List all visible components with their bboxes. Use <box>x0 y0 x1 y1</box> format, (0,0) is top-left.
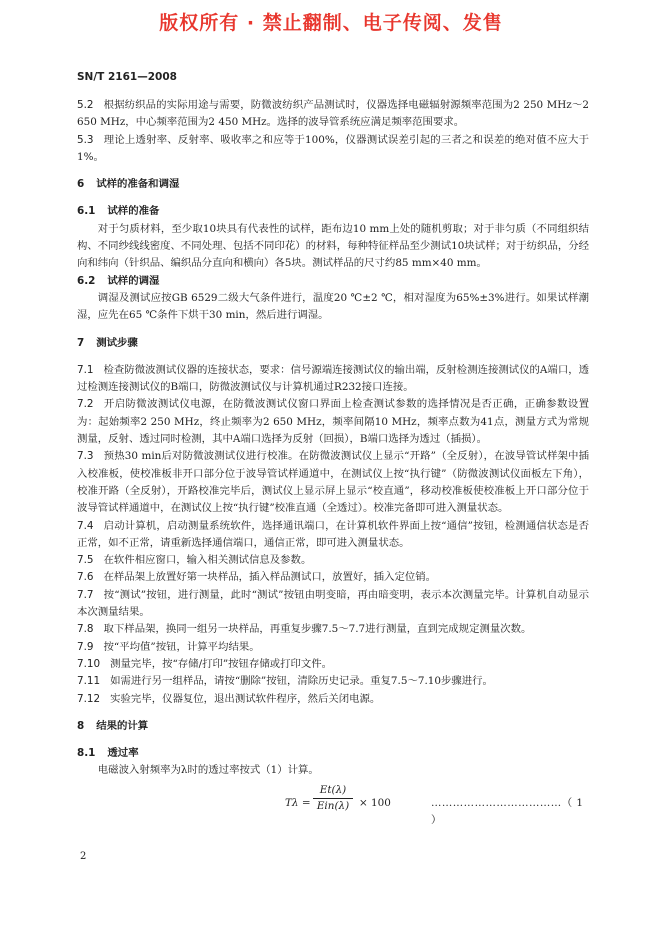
clause-number: 7.7 <box>77 588 94 601</box>
clause-text: 在样品架上放置好第一块样品，插入样品测试口，放置好，插入定位销。 <box>103 571 437 584</box>
clause-text: 取下样品架，换同一组另一块样品，再重复步骤7.5～7.7进行测量，直到完成规定测量次数。 <box>103 623 532 636</box>
clause-7-11 <box>77 673 589 690</box>
clause-text: 实验完毕，仪器复位，退出测试软件程序，然后关闭电源。 <box>110 692 381 705</box>
formula-fraction <box>313 783 353 814</box>
clause-7-2 <box>77 396 589 448</box>
clause-7-6 <box>77 569 589 586</box>
clause-text: 检查防微波测试仪器的连接状态，要求：信号源端连接测试仪的输出端，反射检测连接测试仪的A端口，透过检测连接测试仪的B端口，防微波测试仪与计算机通过R232接口连接。 <box>77 363 589 394</box>
clause-7-12 <box>77 691 589 708</box>
clause-7-5 <box>77 552 589 569</box>
section-title: 试样的准备 <box>107 205 160 218</box>
section-number: 6.1 <box>77 205 96 218</box>
page-number: 2 <box>80 851 87 862</box>
equation-number: ………………………………（ 1 ） <box>431 796 584 826</box>
section-title: 试样的准备和调湿 <box>96 178 180 191</box>
formula-denominator: Ein(λ) <box>316 799 350 812</box>
clause-number: 7.3 <box>77 450 94 463</box>
clause-number: 7.10 <box>77 657 101 670</box>
clause-text: 测量完毕，按“存储/打印”按钮存储或打印文件。 <box>110 657 333 670</box>
section-number: 7 <box>77 336 85 349</box>
section-heading-6 <box>77 176 589 193</box>
clause-text: 理论上透射率、反射率、吸收率之和应等于100%，仪器测试误差引起的三者之和误差的绝对值不应大于1%。 <box>77 133 589 163</box>
formula-lhs: Tλ = <box>285 796 311 809</box>
clause-number: 7.1 <box>77 363 94 376</box>
formula-numerator: Et(λ) <box>313 783 353 799</box>
section-title: 试样的调湿 <box>107 274 160 287</box>
clause-5-2 <box>77 97 589 132</box>
section-heading-8-1 <box>77 745 589 762</box>
clause-text: 在软件相应窗口，输入相关测试信息及参数。 <box>103 554 312 567</box>
clause-number: 7.8 <box>77 623 94 636</box>
section-number: 6 <box>77 178 85 191</box>
clause-text: 开启防微波测试仪电源，在防微波测试仪窗口界面上检查测试参数的选择情况是否正确，正确参数设置为：起始频率2 250 MHz，终止频率为2 650 MHz，频率间隔10 MHz，频率点数为41点，测量方式为常规测量，反射、透过同时检测，其中A端口选择为反射（回损），B端口选择为透过（插损）。 <box>77 398 589 446</box>
standard-number: SN/T 2161—2008 <box>77 71 177 83</box>
section-title: 结果的计算 <box>96 719 149 732</box>
clause-text: 预热30 min后对防微波测试仪进行校准。在防微波测试仪上显示“开路”（全反射），在波导管试样架中插入校准板，使校准板非开口部分位于波导管试样通道中，在测试仪上按“执行键”（防微波测试仪面板左下角），校准开路（全反射），开路校准完毕后，测试仪上显示屏上显示“校直通”，移动校准板使校准板上开口部分位于波导管试样通道中，在测试仪上按“执行键”校准直通（全透过）。校准完备即可进入测量状态。 <box>77 450 589 515</box>
clause-number: 7.9 <box>77 640 94 653</box>
clause-number: 7.5 <box>77 554 94 567</box>
clause-5-3 <box>77 132 589 167</box>
clause-7-1 <box>77 362 589 397</box>
document-body <box>77 97 589 826</box>
clause-text: 根据纺织品的实际用途与需要，防微波纺织产品测试时，仪器选择电磁辐射源频率范围为2 250 MHz～2 650 MHz，中心频率范围为2 450 MHz。选择的波导管系统应满足频率范围要求。 <box>77 99 589 129</box>
clause-number: 5.3 <box>77 133 94 146</box>
section-heading-8 <box>77 718 589 735</box>
clause-text: 按“测试”按钮，进行测量，此时“测试”按钮由明变暗，再由暗变明，表示本次测量完毕。计算机自动显示本次测量结果。 <box>77 588 589 619</box>
clause-7-8 <box>77 621 589 638</box>
clause-text: 按“平均值”按钮，计算平均结果。 <box>103 640 260 653</box>
clause-text: 如需进行另一组样品，请按“删除”按钮，清除历史记录。重复7.5～7.10步骤进行。 <box>110 675 493 688</box>
clause-number: 7.4 <box>77 519 94 532</box>
section-number: 6.2 <box>77 274 96 287</box>
watermark: 版权所有 · 禁止翻制、电子传阅、发售 <box>159 12 503 34</box>
section-title: 透过率 <box>107 747 139 760</box>
clause-number: 7.12 <box>77 692 101 705</box>
clause-number: 7.6 <box>77 571 94 584</box>
clause-6-1-text: 对于匀质材料，至少取10块具有代表性的试样，距布边10 mm上处的随机剪取；对于非匀质（不同组织结构、不同纱线线密度、不同处理、包括不同印花）的材料，每种特征样品至少测试10块试样；对于纺织品，分经向和纬向（针织品、编织品分直向和横向）各5块。测试样品的尺寸约85 mm×40 mm。 <box>77 222 589 270</box>
section-title: 测试步骤 <box>96 336 138 349</box>
clause-number: 7.2 <box>77 398 94 411</box>
clause-7-3 <box>77 448 589 517</box>
clause-7-9 <box>77 639 589 656</box>
clause-8-1-text: 电磁波入射频率为λ时的透过率按式（1）计算。 <box>97 764 319 777</box>
clause-number: 5.2 <box>77 99 94 111</box>
section-number: 8 <box>77 719 85 732</box>
clause-text: 启动计算机，启动测量系统软件，选择通讯端口，在计算机软件界面上按“通信”按钮，检测通信状态是否正常，如不正常，请重新选择通信端口，通信正常，即可进入测量状态。 <box>77 519 589 549</box>
formula-multiplier: × 100 <box>359 796 391 809</box>
section-heading-6-1 <box>77 203 589 220</box>
section-number: 8.1 <box>77 747 96 760</box>
section-heading-7 <box>77 335 589 352</box>
section-heading-6-2 <box>77 273 589 290</box>
clause-7-4 <box>77 518 589 553</box>
clause-number: 7.11 <box>77 675 101 688</box>
clause-7-7 <box>77 587 589 622</box>
clause-6-2-text: 调湿及测试应按GB 6529二级大气条件进行，温度20 ℃±2 ℃，相对湿度为65%±3%进行。如果试样潮湿，应先在65 ℃条件下烘干30 min，然后进行调湿。 <box>77 291 589 322</box>
clause-7-10 <box>77 656 589 673</box>
transmittance-formula <box>77 783 589 826</box>
